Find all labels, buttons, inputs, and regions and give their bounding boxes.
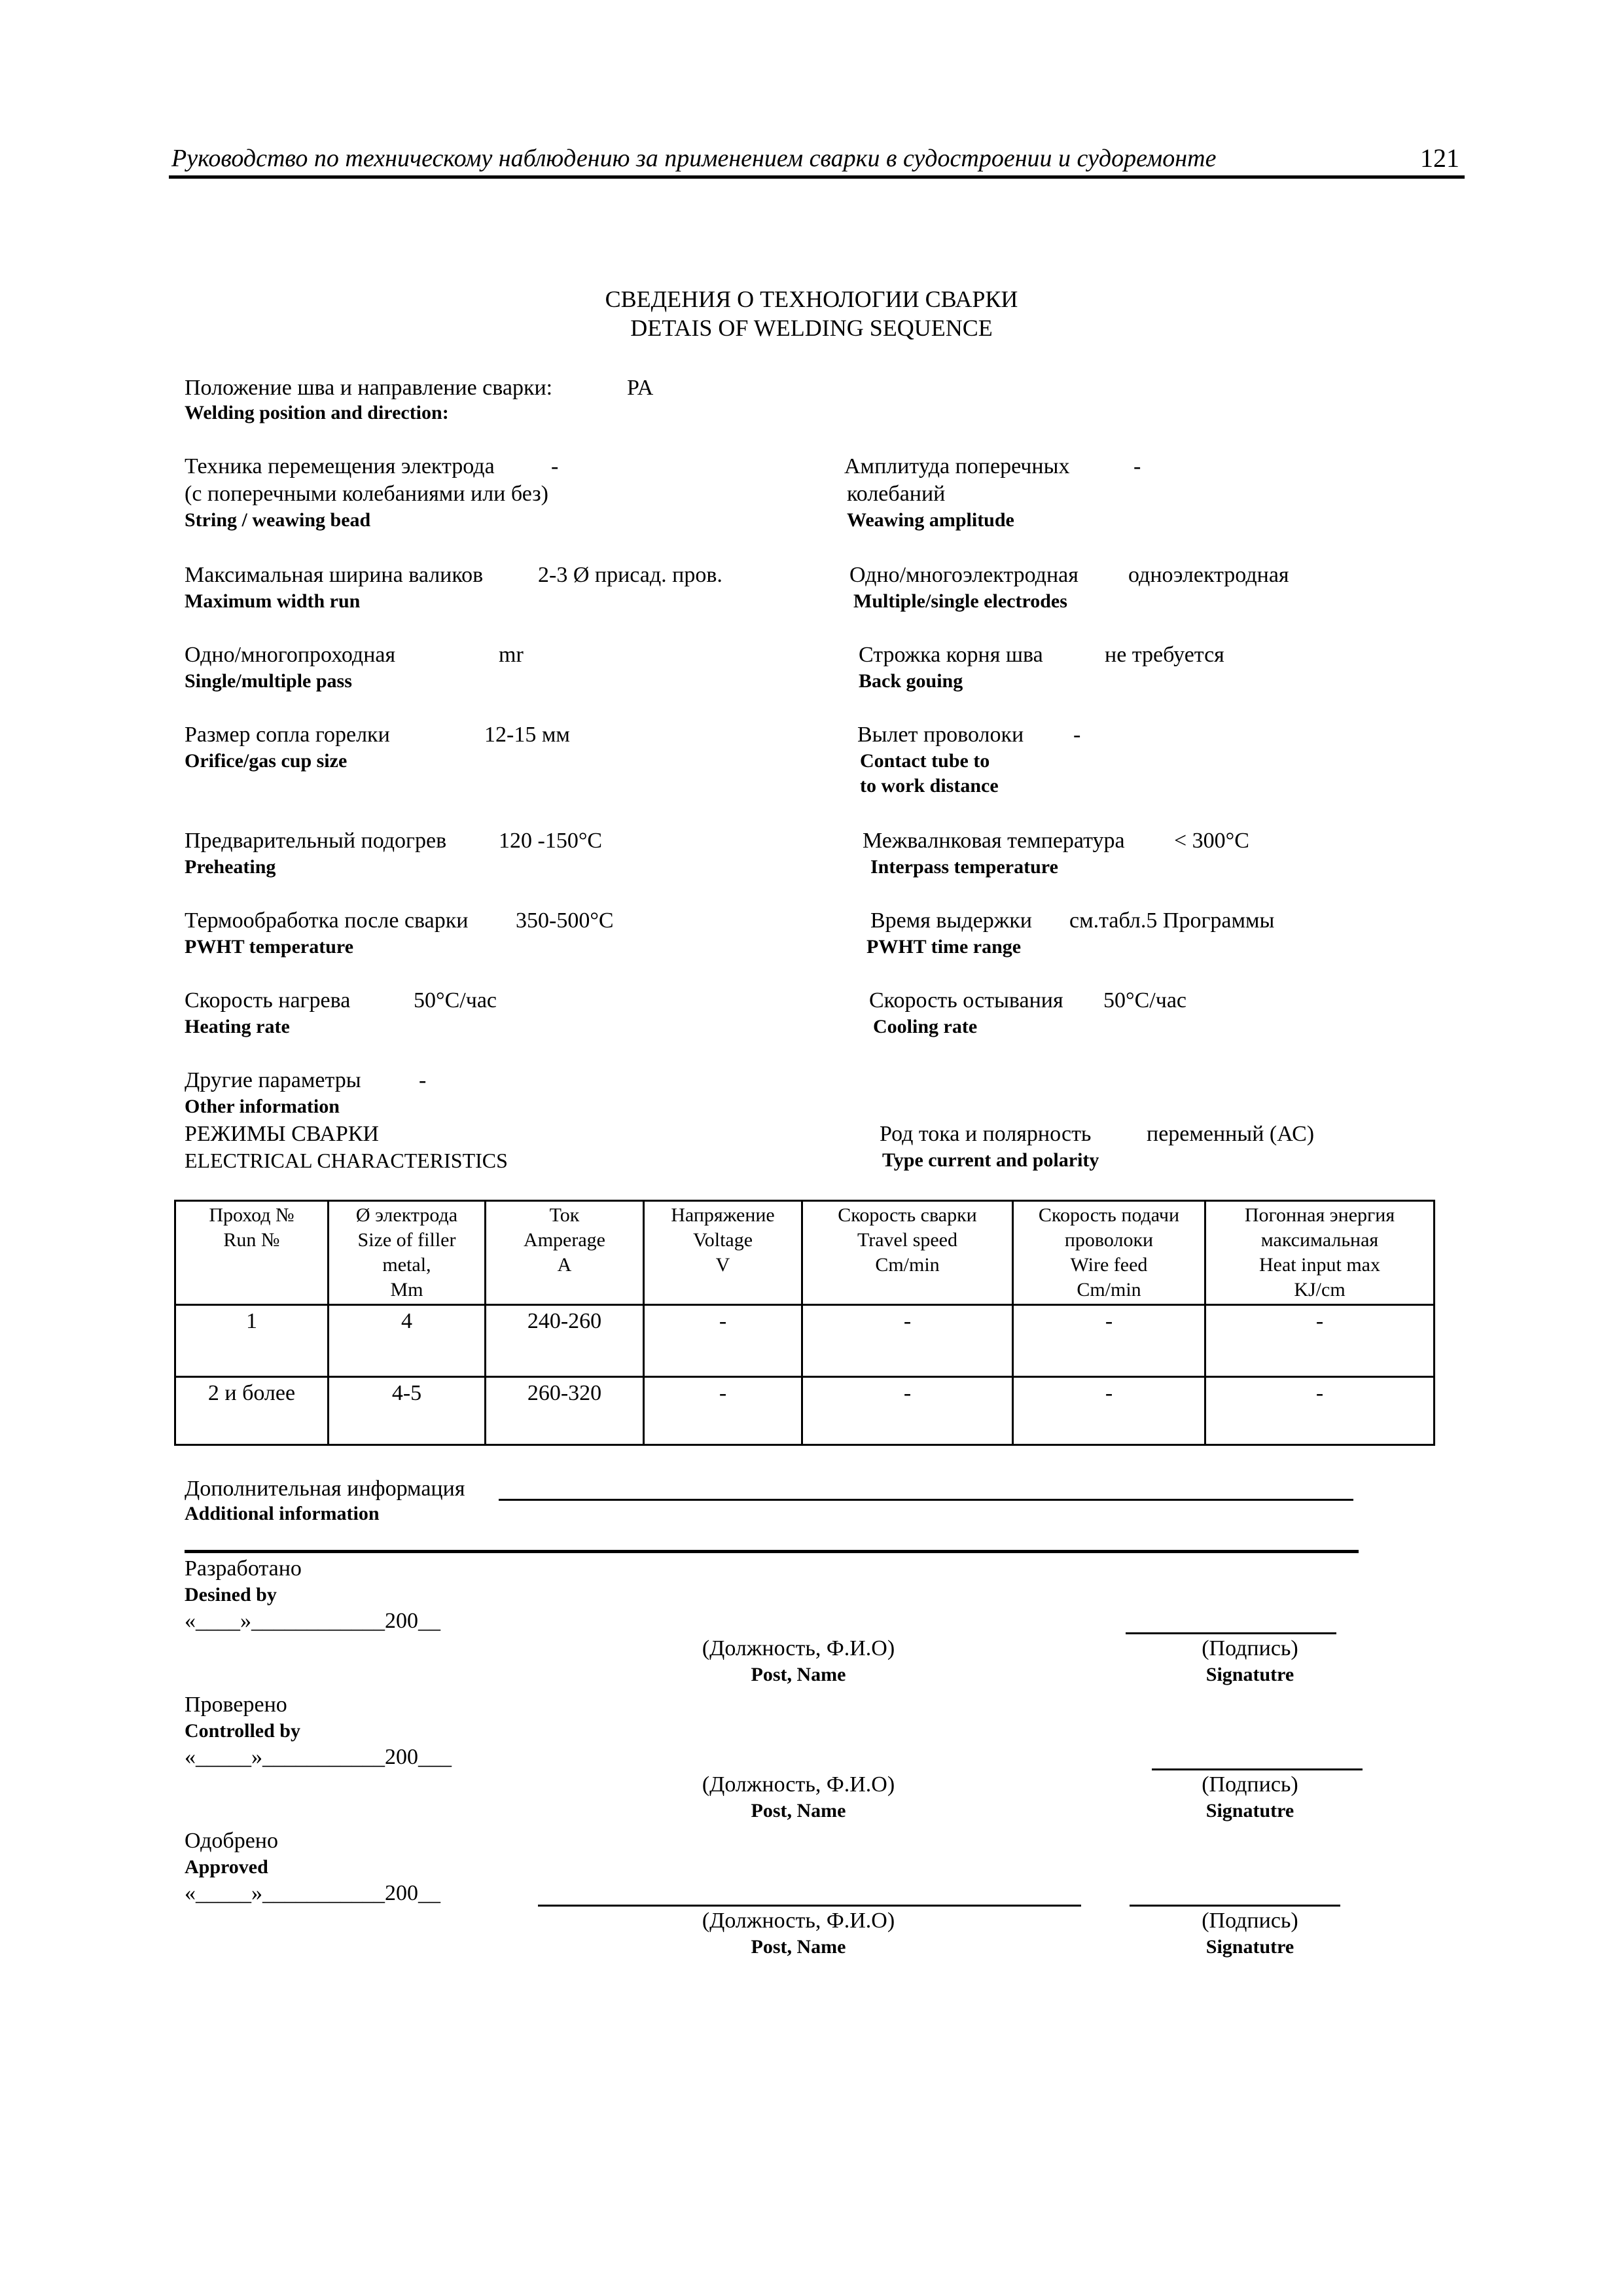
designed-post-en: Post, Name	[751, 1664, 846, 1685]
table-cell: 4-5	[329, 1377, 486, 1445]
position-value: PA	[627, 376, 654, 400]
nozzle-label-en: Orifice/gas cup size	[185, 750, 348, 772]
table-header-line: A	[557, 1254, 572, 1276]
current-label-ru: Род тока и полярность	[880, 1122, 1092, 1146]
approved-post-line	[538, 1905, 1081, 1907]
stickout-label-en-1: Contact tube to	[860, 750, 990, 772]
amplitude-value: -	[1133, 454, 1141, 478]
current-value: переменный (АС)	[1147, 1122, 1315, 1146]
pwht-label-ru: Термообработка после сварки	[185, 908, 469, 933]
technique-value: -	[551, 454, 559, 478]
amplitude-label-ru: Амплитуда поперечных	[844, 454, 1070, 478]
heating-value: 50°С/час	[414, 988, 497, 1013]
heating-label-ru: Скорость нагрева	[185, 988, 351, 1013]
preheat-label-ru: Предварительный подогрев	[185, 829, 447, 853]
electrodes-value: одноэлектродная	[1128, 563, 1289, 587]
amplitude-label-en: Weawing amplitude	[847, 509, 1014, 531]
back-gouging-label-en: Back gouing	[859, 670, 963, 692]
passes-value: mr	[499, 643, 524, 667]
table-header-line: Amperage	[524, 1229, 605, 1251]
interpass-label-en: Interpass temperature	[870, 856, 1058, 878]
title-en: DETAIS OF WELDING SEQUENCE	[630, 315, 993, 341]
technique-label-ru-2: (с поперечными колебаниями или без)	[185, 482, 548, 506]
table-header-line: Скорость подачи	[1038, 1204, 1180, 1226]
table-header-line: Скорость сварки	[838, 1204, 977, 1226]
electrical-heading-en: ELECTRICAL CHARACTERISTICS	[185, 1149, 508, 1172]
stickout-label-ru: Вылет проволоки	[857, 723, 1024, 747]
table-header-line: Heat input max	[1259, 1254, 1380, 1276]
table-cell: 240-260	[486, 1305, 644, 1377]
table-header-line: Погонная энергия	[1244, 1204, 1395, 1226]
table-header-cell	[329, 1201, 486, 1305]
table-header-line: V	[715, 1254, 730, 1276]
cooling-label-en: Cooling rate	[873, 1016, 978, 1037]
table-cell: -	[1013, 1305, 1205, 1377]
stickout-label-en-2: to work distance	[860, 775, 999, 797]
controlled-label-ru: Проверено	[185, 1693, 287, 1717]
approved-label-en: Approved	[185, 1856, 268, 1878]
additional-label-en: Additional information	[185, 1503, 380, 1524]
nozzle-label-ru: Размер сопла горелки	[185, 723, 390, 747]
title-ru: СВЕДЕНИЯ О ТЕХНОЛОГИИ СВАРКИ	[605, 286, 1018, 312]
max-width-value: 2-3 Ø присад. пров.	[538, 563, 722, 587]
designed-label-en: Desined by	[185, 1584, 277, 1605]
interpass-label-ru: Межвалнковая температура	[863, 829, 1125, 853]
holding-label-en: PWHT time range	[866, 936, 1022, 958]
designed-sign-en: Signatutre	[1205, 1664, 1294, 1685]
approved-date: «_____»___________200__	[185, 1881, 440, 1905]
table-header-cell	[802, 1201, 1013, 1305]
table-cell: 1	[175, 1305, 329, 1377]
designed-signature-line	[1126, 1632, 1336, 1634]
table-header-line: Run №	[223, 1229, 280, 1251]
table-header-line: Cm/min	[875, 1254, 940, 1276]
technique-label-en: String / weawing bead	[185, 509, 371, 531]
back-gouging-value: не требуется	[1105, 643, 1224, 667]
approved-label-ru: Одобрено	[185, 1829, 278, 1853]
table-cell: 2 и более	[175, 1377, 329, 1445]
table-header-line: Ø электрода	[355, 1204, 458, 1226]
controlled-post-ru: (Должность, Ф.И.О)	[702, 1772, 895, 1797]
table-header-line: Size of filler	[357, 1229, 456, 1251]
cooling-value: 50°С/час	[1103, 988, 1187, 1013]
controlled-sign-ru: (Подпись)	[1202, 1772, 1298, 1797]
controlled-date: «_____»___________200___	[185, 1745, 452, 1769]
table-header-cell	[486, 1201, 644, 1305]
other-value: -	[419, 1068, 427, 1092]
back-gouging-label-ru: Строжка корня шва	[859, 643, 1043, 667]
other-label-en: Other information	[185, 1096, 340, 1117]
passes-label-ru: Одно/многопроходная	[185, 643, 396, 667]
holding-label-ru: Время выдержки	[870, 908, 1032, 933]
table-cell: -	[802, 1377, 1013, 1445]
table-header-cell	[1205, 1201, 1435, 1305]
table-cell: -	[644, 1377, 802, 1445]
table-header-line: проволоки	[1064, 1229, 1154, 1251]
position-label-en: Welding position and direction:	[185, 402, 449, 423]
electrical-heading-ru: РЕЖИМЫ СВАРКИ	[185, 1122, 379, 1146]
table-cell: 4	[329, 1305, 486, 1377]
table-header-cell	[1013, 1201, 1205, 1305]
table-header-cell	[175, 1201, 329, 1305]
additional-label-ru: Дополнительная информация	[185, 1477, 465, 1501]
designed-label-ru: Разработано	[185, 1556, 302, 1581]
table-row	[175, 1305, 1435, 1377]
approved-signature-line	[1130, 1905, 1340, 1907]
max-width-label-ru: Максимальная ширина валиков	[185, 563, 484, 587]
table-header-cell	[644, 1201, 802, 1305]
table-header-line: Travel speed	[857, 1229, 958, 1251]
cooling-label-ru: Скорость остывания	[869, 988, 1063, 1013]
holding-value: см.табл.5 Программы	[1069, 908, 1275, 933]
technique-label-ru: Техника перемещения электрода	[185, 454, 495, 478]
table-header-line: Mm	[390, 1279, 423, 1300]
designed-date: «____»____________200__	[185, 1609, 440, 1633]
preheat-value: 120 -150°С	[499, 829, 603, 853]
table-cell: -	[1205, 1377, 1435, 1445]
controlled-post-en: Post, Name	[751, 1800, 846, 1821]
pwht-value: 350-500°С	[516, 908, 614, 933]
table-row	[175, 1377, 1435, 1445]
additional-line	[499, 1499, 1353, 1501]
interpass-value: < 300°С	[1174, 829, 1249, 853]
approved-post-ru: (Должность, Ф.И.О)	[702, 1909, 895, 1933]
header-rule	[169, 175, 1465, 179]
designed-sign-ru: (Подпись)	[1202, 1636, 1298, 1660]
preheat-label-en: Preheating	[185, 856, 276, 878]
table-header-line: KJ/cm	[1294, 1279, 1346, 1300]
table-header-line: Напряжение	[671, 1204, 775, 1226]
controlled-signature-line	[1152, 1768, 1363, 1770]
table-cell: -	[1013, 1377, 1205, 1445]
table-header-line: Voltage	[692, 1229, 753, 1251]
designed-post-ru: (Должность, Ф.И.О)	[702, 1636, 895, 1660]
table-header-line: metal,	[382, 1254, 431, 1276]
electrodes-label-ru: Одно/многоэлектродная	[849, 563, 1079, 587]
position-label-ru: Положение шва и направление сварки:	[185, 376, 553, 400]
electrical-table	[174, 1200, 1435, 1446]
controlled-label-en: Controlled by	[185, 1720, 300, 1742]
other-label-ru: Другие параметры	[185, 1068, 361, 1092]
current-label-en: Type current and polarity	[882, 1149, 1099, 1171]
section-rule	[185, 1550, 1359, 1553]
stickout-value: -	[1073, 723, 1081, 747]
approved-sign-ru: (Подпись)	[1202, 1909, 1298, 1933]
approved-sign-en: Signatutre	[1205, 1936, 1294, 1958]
controlled-sign-en: Signatutre	[1205, 1800, 1294, 1821]
approved-post-en: Post, Name	[751, 1936, 846, 1958]
table-cell: -	[644, 1305, 802, 1377]
electrodes-label-en: Multiple/single electrodes	[853, 590, 1067, 612]
table-cell: -	[802, 1305, 1013, 1377]
table-header-line: Ток	[549, 1204, 580, 1226]
heating-label-en: Heating rate	[185, 1016, 290, 1037]
max-width-label-en: Maximum width run	[185, 590, 361, 612]
table-header-line: Cm/min	[1077, 1279, 1141, 1300]
table-cell: 260-320	[486, 1377, 644, 1445]
amplitude-label-ru-2: колебаний	[847, 482, 946, 506]
passes-label-en: Single/multiple pass	[185, 670, 352, 692]
nozzle-value: 12-15 мм	[484, 723, 570, 747]
table-cell: -	[1205, 1305, 1435, 1377]
table-header-line: Проход №	[209, 1204, 294, 1226]
table-header-row	[175, 1201, 1435, 1305]
table-header-line: Wire feed	[1070, 1254, 1148, 1276]
pwht-label-en: PWHT temperature	[185, 936, 354, 958]
page-number: 121	[1420, 143, 1459, 173]
table-header-line: максимальная	[1260, 1229, 1379, 1251]
running-head-title: Руководство по техническому наблюдению за применением сварки в судостроении и судоремонте	[171, 145, 1217, 172]
